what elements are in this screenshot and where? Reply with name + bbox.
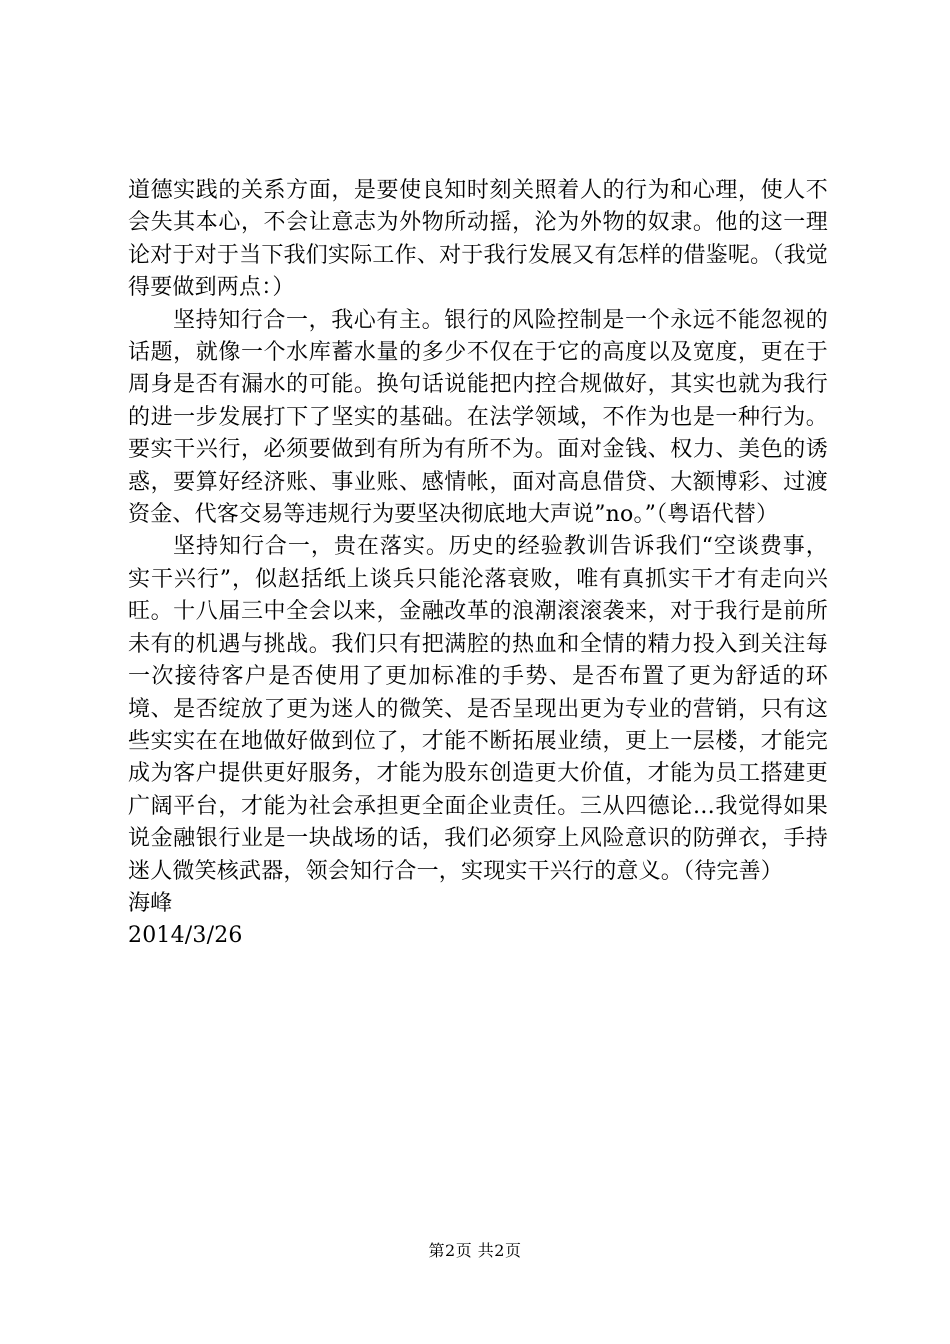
- paragraph-risk-control: 坚持知行合一，我心有主。银行的风险控制是一个永远不能忽视的话题，就像一个水库蓄水量的多少不仅在于它的高度以及宽度，更在于周身是否有漏水的可能。换句话说能把内控合规做好，其实也就为我行的进一步发展打下了坚实的基础。在法学领域，不作为也是一种行为。要实干兴行，必须要做到有所为有所不为。面对金钱、权力、美色的诱惑，要算好经济账、事业账、感情帐，面对高息借贷、大额博彩、过渡资金、代客交易等违规行为要坚决彻底地大声说”no。”（粤语代替）: [128, 307, 828, 528]
- signature-name: 海峰: [128, 890, 173, 916]
- signature-date: 2014/3/26: [128, 923, 243, 949]
- paragraph-continuation: 道德实践的关系方面，是要使良知时刻关照着人的行为和心理，使人不会失其本心，不会让意志为外物所动摇，沦为外物的奴隶。他的这一理论对于对于当下我们实际工作、对于我行发展又有怎样的借鉴呢。（我觉得要做到两点：）: [128, 178, 828, 301]
- paragraph-implementation: 坚持知行合一，贵在落实。历史的经验教训告诉我们“空谈费事，实干兴行”，似赵括纸上谈兵只能沦落衰败，唯有真抓实干才有走向兴旺。十八届三中全会以来，金融改革的浪潮滚滚袭来，对于我行是前所未有的机遇与挑战。我们只有把满腔的热血和全情的精力投入到关注每一次接待客户是否使用了更加标准的手势、是否布置了更为舒适的环境、是否绽放了更为迷人的微笑、是否呈现出更为专业的营销，只有这些实实在在地做好做到位了，才能不断拓展业绩，更上一层楼，才能完成为客户提供更好服务，才能为股东创造更大价值，才能为员工搭建更广阔平台，才能为社会承担更全面企业责任。三从四德论…我觉得如果说金融银行业是一块战场的话，我们必须穿上风险意识的防弹衣，手持迷人微笑核武器，领会知行合一，实现实干兴行的意义。（待完善）: [128, 534, 828, 884]
- document-body: [128, 175, 828, 953]
- page-footer: 第2页 共2页: [428, 1241, 522, 1260]
